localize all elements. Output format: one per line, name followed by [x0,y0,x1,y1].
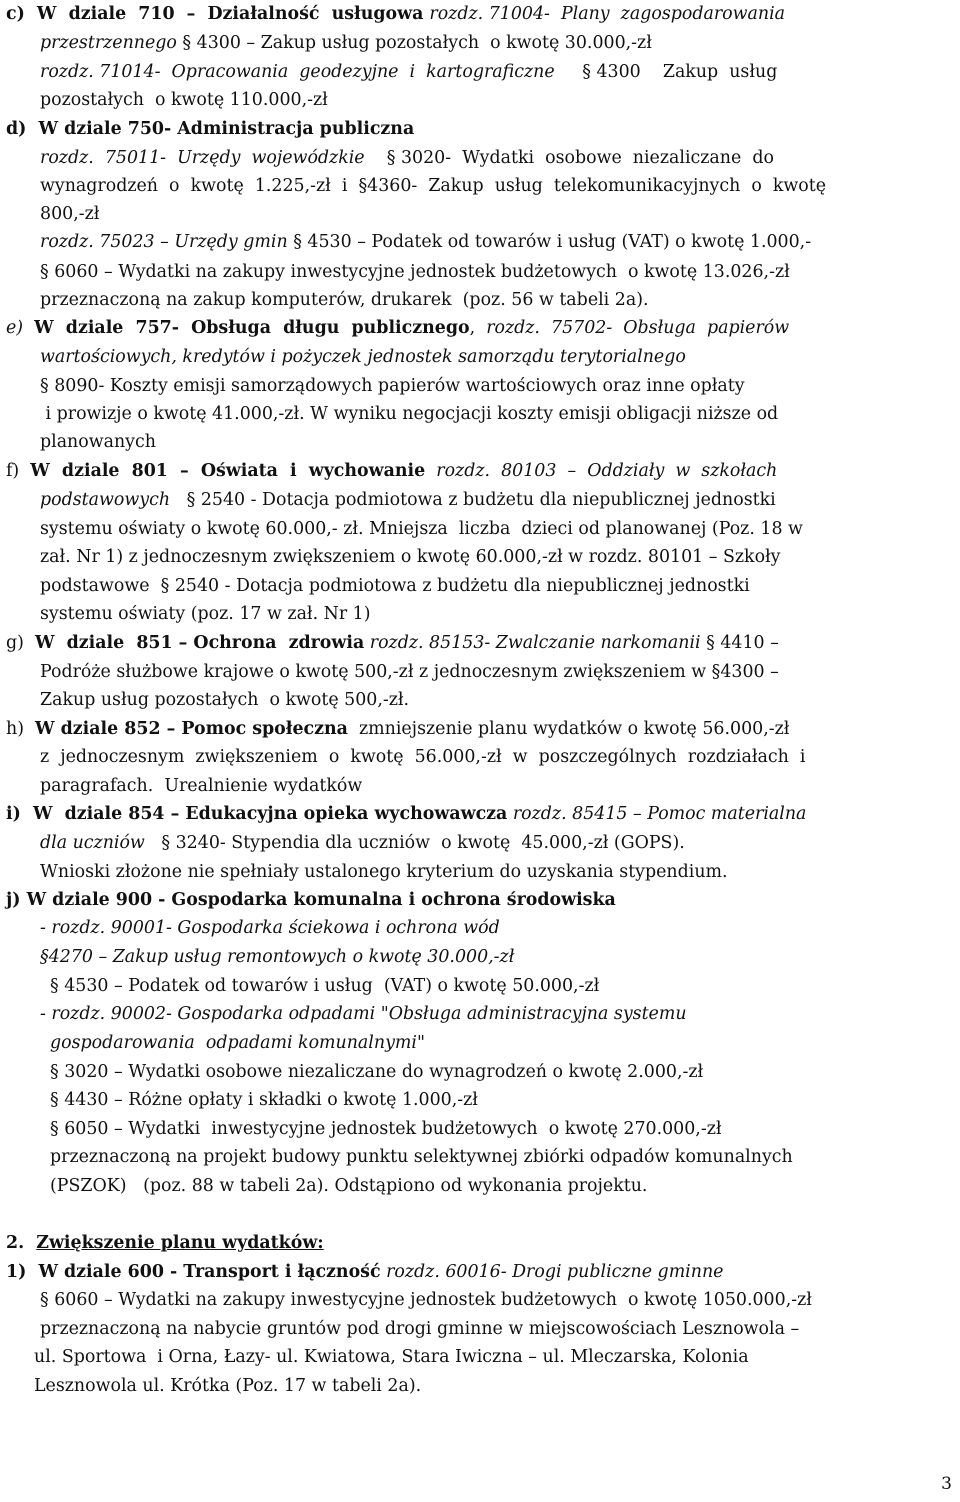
text-line [40,1002,687,1026]
text-run: przeznaczoną na projekt budowy punktu selektywnej zbiórki odpadów komunalnych [50,1147,793,1167]
text-line [6,1231,324,1255]
text-line [40,402,778,426]
page-number: 3 [941,1474,952,1494]
text-run: rozdz. 80103 – Oddziały w szkołach [425,461,778,481]
text-run: rozdz. 75023 – Urzędy gmin [40,232,294,252]
text-line [50,1031,425,1055]
text-line [50,1174,647,1198]
document-page [6,0,956,1502]
text-run: § 3020 – Wydatki osobowe niezaliczane do wynagrodzeń o kwotę 2.000,-zł [50,1062,704,1082]
text-run: - rozdz. 90002- Gospodarka odpadami "Obsługa administracyjna systemu [40,1004,687,1024]
text-line [40,916,500,940]
text-run: § 4430 – Różne opłaty i składki o kwotę 1.000,-zł [50,1090,478,1110]
text-run: rozdz. 85415 – Pomoc materialna [507,804,807,824]
text-line [40,345,686,369]
text-run: § 6050 – Wydatki inwestycyjne jednostek budżetowych o kwotę 270.000,-zł [50,1119,722,1139]
text-line [6,117,414,141]
text-run: przeznaczoną na nabycie gruntów pod drogi gminne w miejscowościach Lesznowola – [40,1319,800,1339]
text-run: pozostałych o kwotę 110.000,-zł [40,90,328,110]
text-line [40,202,99,226]
text-run: Podróże służbowe krajowe o kwotę 500,-zł z jednoczesnym zwiększeniem w §4300 – [40,662,779,682]
text-run: rozdz. 85153- Zwalczanie narkomanii [364,633,701,653]
text-run: § 3020- Wydatki osobowe niezaliczane do [364,148,774,168]
text-run: podstawowych [40,490,176,510]
text-line [6,717,789,741]
text-run: 800,-zł [40,204,100,224]
text-run: , [469,318,487,338]
text-run: dla uczniów [40,833,151,853]
text-line [40,288,649,312]
text-run: rozdz. 75011- Urzędy wojewódzkie [40,148,365,168]
text-run: rozdz. 71014- Opracowania geodezyjne i kartograficzne [40,62,555,82]
text-run: § 4300 – Zakup usług pozostałych o kwotę 30.000,-zł [182,33,652,53]
text-run: zmniejszenie planu wydatków o kwotę 56.000,-zł [347,719,790,739]
text-run: Lesznowola ul. Krótka (Poz. 17 w tabeli 2a). [34,1376,422,1396]
text-line [40,146,774,170]
text-line [40,574,750,598]
text-run: wynagrodzeń o kwotę 1.225,-zł i §4360- Zakup usług telekomunikacyjnych o kwotę [40,176,827,196]
text-run: § 3240- Stypendia dla uczniów o kwotę 45.000,-zł (GOPS). [150,833,685,853]
text-run: § 6060 – Wydatki na zakupy inwestycyjne jednostek budżetowych o kwotę 13.026,-zł [40,262,790,282]
text-run: przestrzennego [40,33,183,53]
text-line [40,1288,812,1312]
text-line [6,1260,723,1284]
text-run: rozdz. 75702- Obsługa papierów [486,318,790,338]
text-line [40,602,371,626]
text-run: i prowizje o kwotę 41.000,-zł. W wyniku negocjacji koszty emisji obligacji niższe od [40,404,779,424]
text-run: W dziale 852 – Pomoc społeczna [35,719,348,739]
text-line [40,517,803,541]
text-line [40,31,652,55]
text-line [6,459,777,483]
text-run: - rozdz. 90001- Gospodarka ściekowa i ochrona wód [40,918,500,938]
text-run: § 8090- Koszty emisji samorządowych papierów wartościowych oraz inne opłaty [40,376,745,396]
text-run: podstawowe § 2540 - Dotacja podmiotowa z budżetu dla niepublicznej jednostki [40,576,750,596]
text-run: systemu oświaty o kwotę 60.000,- zł. Mniejsza liczba dzieci od planowanej (Poz. 18 w [40,519,803,539]
text-line [40,774,362,798]
text-line [34,1345,749,1369]
text-line [50,1088,478,1112]
text-run: § 4300 Zakup usług [554,62,778,82]
text-run: wartościowych, kredytów i pożyczek jednostek samorządu terytorialnego [40,347,686,367]
text-line [40,860,728,884]
text-run: Zwiększenie planu wydatków: [36,1233,324,1253]
text-line [50,1060,703,1084]
text-run: rozdz. 60016- Drogi publiczne gminne [380,1262,724,1282]
text-line [40,88,328,112]
text-run: § 2540 - Dotacja podmiotowa z budżetu dla niepublicznej jednostki [175,490,776,510]
text-line [40,230,811,254]
text-line [40,488,776,512]
text-run: f) [6,461,31,481]
text-line [50,1145,793,1169]
text-line [40,430,156,454]
text-run: z jednoczesnym zwiększeniem o kwotę 56.000,-zł w poszczególnych rozdziałach i [40,747,806,767]
text-line [6,802,806,826]
text-run: d) W dziale 750- Administracja publiczna [6,119,415,139]
text-line [34,1374,421,1398]
text-line [50,1117,722,1141]
text-run: paragrafach. Urealnienie wydatków [40,776,363,796]
text-run: przeznaczoną na zakup komputerów, drukarek (poz. 56 w tabeli 2a). [40,290,649,310]
text-run: Zakup usług pozostałych o kwotę 500,-zł. [40,690,410,710]
text-line [40,831,685,855]
text-run: e) [6,318,35,338]
text-run: (PSZOK) (poz. 88 w tabeli 2a). Odstąpiono od wykonania projektu. [50,1176,648,1196]
text-line [40,374,745,398]
text-run: § 4530 – Podatek od towarów i usług (VAT) o kwotę 50.000,-zł [50,976,600,996]
text-line [40,260,790,284]
text-run: h) [6,719,36,739]
text-run: zał. Nr 1) z jednoczesnym zwiększeniem o kwotę 60.000,-zł w rozdz. 80101 – Szkoły [40,547,781,567]
text-run: 2. [6,1233,37,1253]
text-line [40,660,779,684]
text-line [40,945,514,969]
text-run: j) W dziale 900 - Gospodarka komunalna i ochrona środowiska [6,890,616,910]
text-run: planowanych [40,432,156,452]
text-line [40,1317,799,1341]
text-run: ul. Sportowa i Orna, Łazy- ul. Kwiatowa, Stara Iwiczna – ul. Mleczarska, Kolonia [34,1347,749,1367]
text-line [6,316,789,340]
text-line [40,745,805,769]
text-run: i) W dziale 854 – Edukacyjna opieka wychowawcza [6,804,508,824]
text-line [6,888,616,912]
text-run: systemu oświaty (poz. 17 w zał. Nr 1) [40,604,371,624]
text-run: 1) W dziale 600 - Transport i łączność [6,1262,381,1282]
text-run: § 6060 – Wydatki na zakupy inwestycyjne jednostek budżetowych o kwotę 1050.000,-zł [40,1290,812,1310]
text-line [40,545,781,569]
text-line [40,688,409,712]
text-run: § 4530 – Podatek od towarów i usług (VAT) o kwotę 1.000,- [293,232,812,252]
text-run: W dziale 757- Obsługa długu publicznego [34,318,470,338]
text-run: rozdz. 71004- Plany zagospodarowania [429,4,786,24]
text-line [50,974,599,998]
text-run: g) [6,633,35,653]
text-run: §4270 – Zakup usług remontowych o kwotę 30.000,-zł [40,947,515,967]
text-run: W dziale 851 – Ochrona zdrowia [34,633,365,653]
text-line [6,631,779,655]
text-run: Wnioski złożone nie spełniały ustalonego kryterium do uzyskania stypendium. [40,862,728,882]
text-line [40,174,826,198]
text-line [6,2,785,26]
text-run: gospodarowania odpadami komunalnymi" [50,1033,425,1053]
text-run: § 4410 – [700,633,779,653]
text-run: c) W dziale 710 – Działalność usługowa [6,4,430,24]
text-run: W dziale 801 – Oświata i wychowanie [30,461,426,481]
text-line [40,60,777,84]
